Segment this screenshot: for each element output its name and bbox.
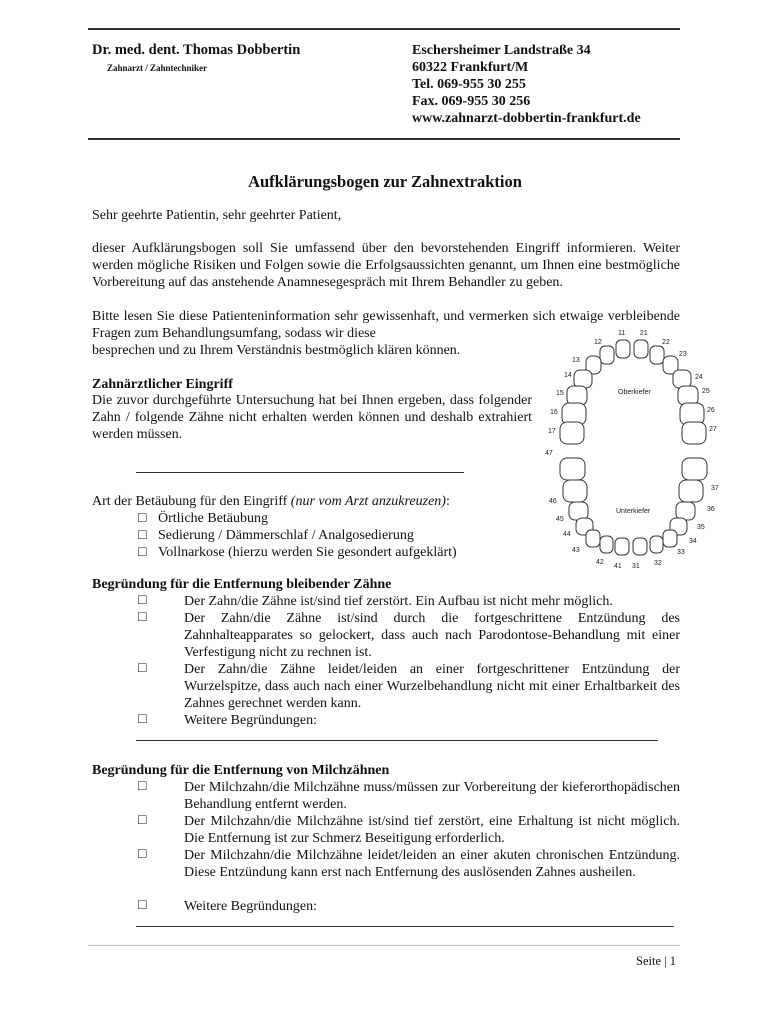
reason-text: Der Zahn/die Zähne ist/sind tief zerstört. Ein Aufbau ist nicht mehr möglich. bbox=[184, 594, 613, 609]
tooth-label: 34 bbox=[689, 538, 697, 545]
tooth-12[interactable] bbox=[600, 346, 614, 364]
tooth-label: 36 bbox=[707, 506, 715, 513]
anesthesia-option-general[interactable] bbox=[138, 544, 457, 561]
tooth-37[interactable] bbox=[682, 458, 707, 480]
option-label: Vollnarkose (hierzu werden Sie gesondert aufgeklärt) bbox=[158, 545, 457, 560]
tooth-15[interactable] bbox=[567, 386, 587, 405]
tooth-35[interactable] bbox=[676, 502, 695, 520]
page-title: Aufklärungsbogen zur Zahnextraktion bbox=[248, 172, 522, 191]
tooth-label: 21 bbox=[640, 330, 648, 337]
reason-text: Der Milchzahn/die Milchzähne leidet/leiden an einer akuten chronischen Entzündung. Diese Entzündung kann erst nach Entfernung des auslösenden Zahnes ausheilen. bbox=[184, 848, 680, 880]
dental-chart bbox=[536, 322, 726, 578]
milk-teeth-heading: Begründung für die Entfernung von Milchzähnen bbox=[92, 763, 390, 778]
tooth-label: 46 bbox=[549, 498, 557, 505]
page-number: Seite | 1 bbox=[636, 954, 676, 968]
tooth-21[interactable] bbox=[634, 340, 648, 358]
lower-jaw-label: Unterkiefer bbox=[616, 508, 651, 515]
address-street: Eschersheimer Landstraße 34 bbox=[412, 43, 591, 58]
milk-other-reasons-line[interactable] bbox=[136, 926, 674, 927]
permanent-reason-2[interactable] bbox=[138, 610, 680, 661]
tooth-label: 27 bbox=[709, 426, 717, 433]
checkbox[interactable]: □ bbox=[138, 545, 147, 560]
reason-text: Der Milchzahn/die Milchzähne ist/sind tief zerstört, eine Erhaltung ist nicht möglich. Die Entfernung ist zur Schmerz Beseitigung erforderlich. bbox=[184, 814, 680, 846]
doctor-name: Dr. med. dent. Thomas Dobbertin bbox=[92, 42, 301, 58]
tooth-label: 31 bbox=[632, 563, 640, 570]
checkbox[interactable]: □ bbox=[138, 610, 147, 625]
procedure-heading: Zahnärztlicher Eingriff bbox=[92, 377, 233, 392]
reason-text: Der Zahn/die Zähne ist/sind durch die fortgeschrittene Entzündung des Zahnhalteapparates so gelockert, dass auch nach Parodontose-Behandlung mit einer Verfestigung nicht zu rechnen ist. bbox=[184, 611, 680, 660]
tooth-43[interactable] bbox=[586, 530, 600, 547]
address-website: www.zahnarzt-dobbertin-frankfurt.de bbox=[412, 111, 641, 126]
permanent-reason-4[interactable] bbox=[138, 712, 680, 729]
tooth-label: 11 bbox=[618, 330, 626, 337]
anesthesia-option-sedation[interactable] bbox=[138, 527, 457, 544]
footer-rule bbox=[88, 945, 680, 946]
tooth-24[interactable] bbox=[673, 370, 691, 388]
teeth-entry-line[interactable] bbox=[136, 472, 464, 473]
tooth-label: 42 bbox=[596, 559, 604, 566]
option-label: Örtliche Betäubung bbox=[158, 511, 269, 526]
milk-reason-2[interactable] bbox=[138, 813, 680, 847]
header-bottom-rule bbox=[88, 138, 680, 140]
tooth-label: 16 bbox=[550, 409, 558, 416]
tooth-label: 17 bbox=[548, 428, 556, 435]
permanent-teeth-heading: Begründung für die Entfernung bleibender Zähne bbox=[92, 577, 392, 592]
permanent-reason-1[interactable] bbox=[138, 593, 680, 610]
procedure-text: Die zuvor durchgeführte Untersuchung hat bei Ihnen ergeben, dass folgender Zahn / folgende Zähne nicht erhalten werden können und deshalb extrahiert werden müssen. bbox=[92, 393, 532, 442]
address-phone: Tel. 069-955 30 255 bbox=[412, 77, 526, 92]
anesthesia-label-text: Art der Betäubung für den Eingriff bbox=[92, 494, 291, 509]
permanent-other-reasons-line[interactable] bbox=[136, 740, 658, 741]
tooth-33[interactable] bbox=[663, 530, 677, 547]
tooth-label: 22 bbox=[662, 339, 670, 346]
tooth-41[interactable] bbox=[615, 538, 629, 555]
tooth-label: 26 bbox=[707, 407, 715, 414]
checkbox[interactable]: □ bbox=[138, 779, 147, 794]
tooth-label: 23 bbox=[679, 351, 687, 358]
anesthesia-label-end: : bbox=[445, 494, 450, 509]
milk-reason-1[interactable] bbox=[138, 779, 680, 813]
salutation: Sehr geehrte Patientin, sehr geehrter Patient, bbox=[92, 208, 342, 223]
tooth-label: 44 bbox=[563, 531, 571, 538]
anesthesia-label-note: (nur vom Arzt anzukreuzen) bbox=[290, 494, 446, 509]
tooth-11[interactable] bbox=[616, 340, 630, 358]
address-city: 60322 Frankfurt/M bbox=[412, 60, 529, 75]
header-top-rule bbox=[88, 28, 680, 30]
tooth-36[interactable] bbox=[679, 480, 703, 502]
milk-reason-4[interactable] bbox=[138, 898, 680, 915]
tooth-22[interactable] bbox=[650, 346, 664, 364]
tooth-label: 15 bbox=[556, 390, 564, 397]
tooth-label: 33 bbox=[677, 549, 685, 556]
checkbox[interactable]: □ bbox=[138, 528, 147, 543]
anesthesia-option-local[interactable] bbox=[138, 510, 457, 527]
checkbox[interactable]: □ bbox=[138, 593, 147, 608]
upper-jaw-label: Oberkiefer bbox=[618, 389, 651, 396]
intro-paragraph-3: besprechen und zu Ihrem Verständnis bestmöglich klären können. bbox=[92, 343, 461, 358]
tooth-label: 41 bbox=[614, 563, 622, 570]
tooth-42[interactable] bbox=[600, 536, 613, 553]
checkbox[interactable]: □ bbox=[138, 661, 147, 676]
reason-text: Der Zahn/die Zähne leidet/leiden an einer fortgeschrittener Entzündung der Wurzelspitze, dass auch nach einer Wurzelbehandlung nicht mit einer Erhaltbarkeit des Zahnes gerechnet werden kann. bbox=[184, 662, 680, 711]
anesthesia-options bbox=[138, 510, 457, 561]
tooth-label: 25 bbox=[702, 388, 710, 395]
tooth-label: 47 bbox=[545, 450, 553, 457]
tooth-label: 14 bbox=[564, 372, 572, 379]
intro-paragraph-1: dieser Aufklärungsbogen soll Sie umfassend über den bevorstehenden Eingriff informieren. Weiter werden mögliche Risiken und Folgen sowie die Erfolgsaussichten genannt, um Ihnen eine bestmögliche Vorbereitung auf das anstehende Anamnesegespräch mit Ihrem Behandler zu geben. bbox=[92, 241, 680, 290]
permanent-reason-3[interactable] bbox=[138, 661, 680, 712]
checkbox[interactable]: □ bbox=[138, 813, 147, 828]
tooth-label: 43 bbox=[572, 547, 580, 554]
tooth-label: 32 bbox=[654, 560, 662, 567]
tooth-31[interactable] bbox=[633, 538, 647, 555]
tooth-label: 24 bbox=[695, 374, 703, 381]
address-fax: Fax. 069-955 30 256 bbox=[412, 94, 531, 109]
tooth-label: 13 bbox=[572, 357, 580, 364]
tooth-27[interactable] bbox=[682, 422, 706, 444]
tooth-47[interactable] bbox=[560, 458, 585, 480]
reason-text: Weitere Begründungen: bbox=[184, 899, 317, 914]
option-label: Sedierung / Dämmerschlaf / Analgosedierung bbox=[158, 528, 414, 543]
tooth-14[interactable] bbox=[574, 370, 592, 388]
milk-reason-3[interactable] bbox=[138, 847, 680, 881]
tooth-25[interactable] bbox=[678, 386, 698, 405]
tooth-label: 37 bbox=[711, 485, 719, 492]
reason-text: Weitere Begründungen: bbox=[184, 713, 317, 728]
checkbox[interactable]: □ bbox=[138, 847, 147, 862]
doctor-title: Zahnarzt / Zahntechniker bbox=[107, 63, 208, 73]
tooth-46[interactable] bbox=[563, 480, 587, 502]
checkbox[interactable]: □ bbox=[138, 712, 147, 727]
intro-paragraph-2: Bitte lesen Sie diese Patienteninformation sehr gewissenhaft, und vermerken sich etwaige verbleibende Fragen zum Behandlungsumfang, sodass wir diese bbox=[92, 309, 680, 341]
tooth-label: 45 bbox=[556, 516, 564, 523]
reason-text: Der Milchzahn/die Milchzähne muss/müssen zur Vorbereitung der kieferorthopädischen Behandlung entfernt werden. bbox=[184, 780, 680, 812]
checkbox[interactable]: □ bbox=[138, 511, 147, 526]
checkbox[interactable]: □ bbox=[138, 898, 147, 913]
tooth-label: 12 bbox=[594, 339, 602, 346]
tooth-45[interactable] bbox=[569, 502, 588, 520]
tooth-label: 35 bbox=[697, 524, 705, 531]
tooth-32[interactable] bbox=[650, 536, 663, 553]
tooth-17[interactable] bbox=[560, 422, 584, 444]
practice-address bbox=[412, 42, 641, 127]
